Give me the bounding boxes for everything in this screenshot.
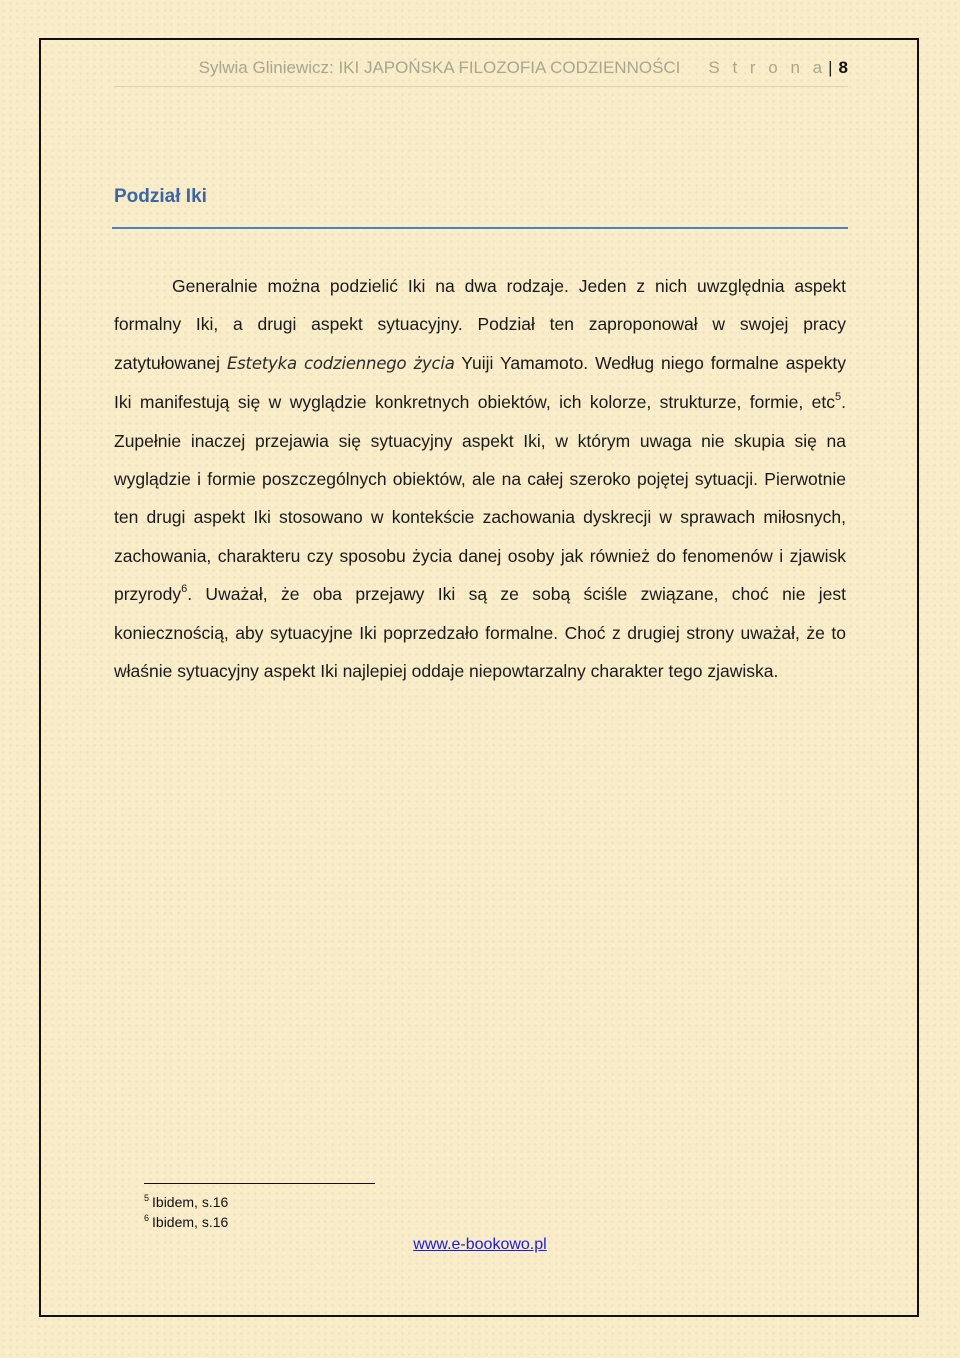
paragraph-part-1: Generalnie można podzielić Iki na dwa rodzaje. Jeden z nich uwzględnia aspekt formalny Iki, a drugi aspekt sytuacyjny. Podział ten zaproponował w swojej pracy zatytułowanej [114,276,846,373]
heading-underline [112,227,848,229]
section-title: Podział Iki [114,186,207,207]
footnote-ref-6: 6 [181,583,188,596]
footnote-text: Ibidem, s.16 [152,1194,229,1210]
header-separator: | [828,58,833,77]
website-link[interactable]: www.e-bookowo.pl [413,1236,547,1253]
page-label: S t r o n a [708,58,827,77]
footnote-marker: 5 [144,1193,150,1203]
footnote-marker: 6 [144,1213,150,1223]
paragraph-part-4: . Uważał, że oba przejawy Iki są ze sobą ściśle związane, choć nie jest koniecznością, aby sytuacyjne Iki poprzedzało formalne. Choć z drugiej strony uważał, że to właśnie sytuacyjny aspekt Iki najlepiej oddaje niepowtarzalny charakter tego zjawiska. [114,584,846,682]
italic-book-title: Estetyka codziennego życia [226,353,455,373]
paragraph-part-3: . Zupełnie inaczej przejawia się sytuacyjny aspekt Iki, w którym uwaga nie skupia się na wyglądzie i formie poszczególnych obiektów, ale na całej szeroko pojętej sytuacji. Pierwotnie ten drugi aspekt Iki stosowano w kontekście zachowania dyskrecji w sprawach miłosnych, zachowania, charakteru czy sposobu życia danej osoby jak również do fenomenów i zjawisk przyrody [114,392,846,605]
footnote-text: Ibidem, s.16 [152,1214,229,1230]
body-paragraph [114,267,846,690]
paragraph-part-2: Yuiji Yamamoto. Według niego formalne aspekty Iki manifestują się w wyglądzie konkretnych obiektów, ich kolorze, strukturze, formie, etc [114,352,846,413]
footnote-ref-5: 5 [835,391,842,404]
running-title: Sylwia Gliniewicz: IKI JAPOŃSKA FILOZOFIA CODZIENNOŚCI [198,58,681,77]
footnote-separator [144,1183,375,1184]
footnote-6 [144,1214,228,1230]
running-header [114,58,848,87]
page-number: 8 [838,58,848,77]
footnote-5 [144,1194,228,1210]
